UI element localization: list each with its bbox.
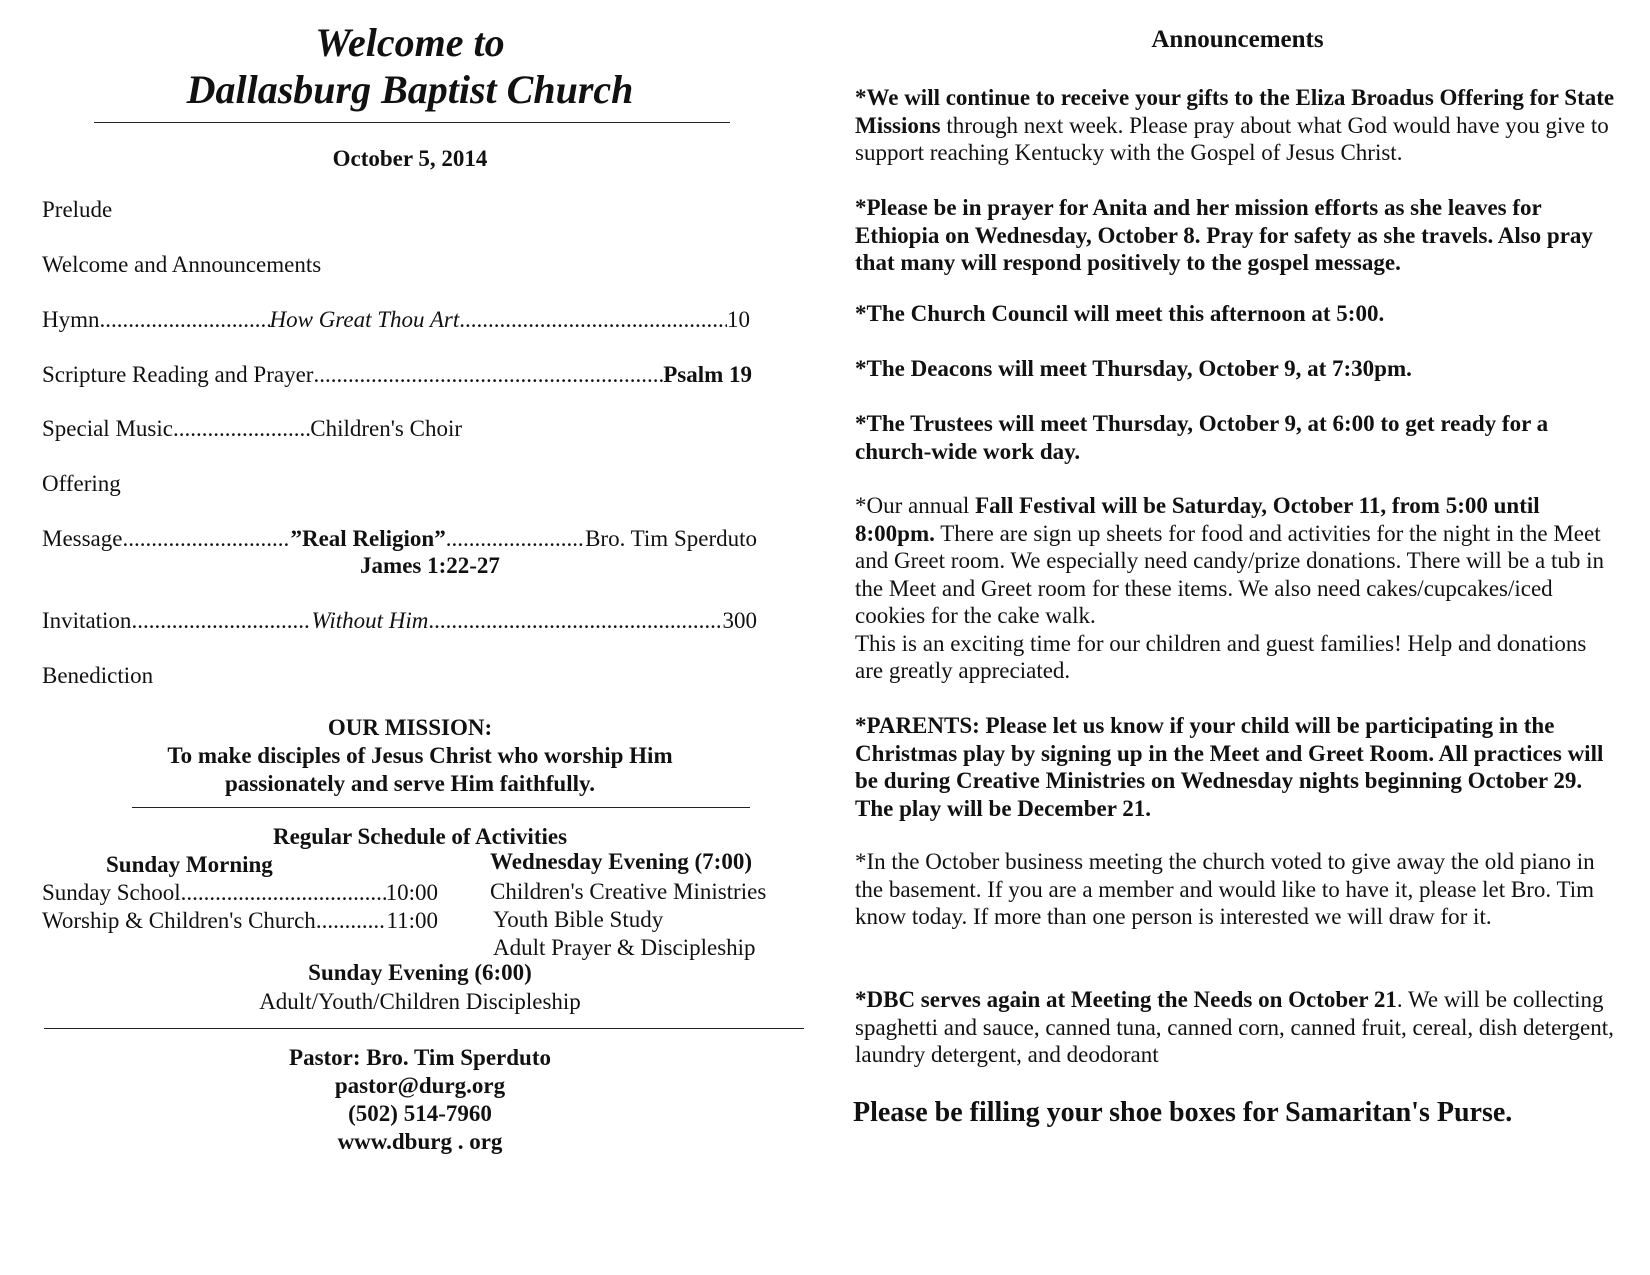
invitation-title: Without Him	[311, 608, 429, 633]
special-music-label: Special Music	[42, 416, 173, 441]
invitation-label: Invitation	[42, 608, 132, 633]
schedule-worship	[42, 906, 438, 935]
church-phone: (502) 514-7960	[348, 1101, 492, 1126]
message-scripture: James 1:22-27	[360, 553, 500, 578]
schedule-divider	[44, 1028, 804, 1029]
announcement-item: *The Church Council will meet this afternoon at 5:00.	[855, 301, 1385, 326]
dot-leader	[446, 525, 585, 553]
worship-label: Worship & Children's Church	[42, 908, 316, 933]
mission-heading: OUR MISSION:	[327, 715, 493, 740]
pastor-email: pastor@durg.org	[334, 1073, 506, 1098]
dot-leader	[313, 361, 663, 389]
mission-line2: passionately and serve Him faithfully.	[225, 771, 595, 796]
message-speaker: Bro. Tim Sperduto	[585, 526, 757, 551]
dot-leader	[316, 906, 387, 935]
order-benediction: Benediction	[42, 663, 154, 688]
pastor-name: Pastor: Bro. Tim Sperduto	[289, 1045, 551, 1070]
worship-time: 11:00	[386, 908, 438, 933]
scripture-ref: Psalm 19	[663, 362, 752, 387]
mission-divider	[132, 807, 750, 808]
special-music-by: Children's Choir	[310, 416, 462, 441]
dot-leader	[122, 525, 290, 553]
announcement-item: *The Deacons will meet Thursday, October 9, at 7:30pm.	[855, 356, 1412, 381]
bulletin-date: October 5, 2014	[332, 146, 488, 171]
order-prelude: Prelude	[42, 197, 113, 222]
order-welcome: Welcome and Announcements	[42, 252, 322, 277]
mission-line1: To make disciples of Jesus Christ who worship Him	[167, 743, 673, 768]
dot-leader	[100, 306, 270, 334]
message-title: ”Real Religion”	[290, 526, 446, 551]
announcement-item: *In the October business meeting the church voted to give away the old piano in the basement. If you are a member and would like to have it, please let Bro. Tim know today. If more than one person is interested we will draw for it.	[855, 849, 1595, 929]
order-hymn	[42, 306, 750, 334]
announcement-item: *PARENTS: Please let us know if your child will be participating in the Christmas play by signing up in the Meet and Greet Room. All practices will be during Creative Ministries on Wednesday nights beginning October 29. The play will be December 21.	[855, 713, 1604, 821]
announcement-item: *Please be in prayer for Anita and her mission efforts as she leaves for Ethiopia on Wednesday, October 8. Pray for safety as she travels. Also pray that many will respond positively to the gospel message.	[855, 195, 1593, 275]
sunday-school-time: 10:00	[385, 880, 438, 905]
dot-leader	[173, 415, 310, 443]
invitation-number: 300	[722, 608, 757, 633]
schedule-title: Regular Schedule of Activities	[272, 824, 568, 849]
hymn-label: Hymn	[42, 307, 100, 332]
announcement-extra: This is an exciting time for our children and guest families! Help and donations are greatly appreciated.	[855, 630, 1587, 683]
wednesday-item: Children's Creative Ministries	[490, 879, 767, 904]
order-scripture	[42, 361, 752, 389]
sunday-evening-heading: Sunday Evening (6:00)	[308, 960, 532, 985]
dot-leader	[131, 607, 311, 635]
order-offering: Offering	[42, 471, 121, 496]
hymn-title: How Great Thou Art	[269, 307, 460, 332]
schedule-sunday-school	[42, 878, 438, 907]
announcements-panel	[825, 0, 1650, 1275]
wednesday-item: Youth Bible Study	[493, 907, 664, 932]
announcement-item: *The Trustees will meet Thursday, October 9, at 6:00 to get ready for a church-wide work day.	[855, 411, 1549, 464]
dot-leader	[459, 306, 727, 334]
closing-note: Please be filling your shoe boxes for Samaritan's Purse.	[853, 1097, 1513, 1128]
hymn-number: 10	[727, 307, 750, 332]
dot-leader	[181, 878, 386, 907]
sunday-evening-item: Adult/Youth/Children Discipleship	[259, 989, 581, 1014]
scripture-label: Scripture Reading and Prayer	[42, 362, 314, 387]
title-line1: Welcome to	[315, 20, 505, 65]
announcements-title: Announcements	[1151, 26, 1324, 53]
church-website: www.dburg . org	[337, 1129, 503, 1154]
message-label: Message	[42, 526, 123, 551]
sunday-morning-heading: Sunday Morning	[106, 852, 273, 877]
order-invitation	[42, 607, 757, 635]
church-name: Dallasburg Baptist Church	[186, 67, 634, 112]
wednesday-item: Adult Prayer & Discipleship	[493, 935, 756, 960]
announcement-item: *DBC serves again at Meeting the Needs on October 21. We will be collecting spaghetti and sauce, canned tuna, canned corn, canned fruit, cereal, dish detergent, laundry detergent, and deodorant	[855, 987, 1614, 1067]
sunday-school-label: Sunday School	[42, 880, 181, 905]
title-divider	[94, 122, 730, 123]
wednesday-evening-heading: Wednesday Evening (7:00)	[490, 849, 752, 874]
order-message	[42, 525, 757, 553]
announcement-item: *We will continue to receive your gifts to the Eliza Broadus Offering for State Missions through next week. Please pray about what God would have you give to support reaching Kentucky with the Gospel of Jesus Christ.	[855, 85, 1615, 165]
order-special-music	[42, 415, 462, 443]
dot-leader	[428, 607, 722, 635]
announcement-item: *Our annual Fall Festival will be Saturday, October 11, from 5:00 until 8:00pm. There are sign up sheets for food and activities for the night in the Meet and Greet room. We especially need candy/prize donations. There will be a tub in the Meet and Greet room for these items. We also need cakes/cupcakes/iced cookies for the cake walk. This is an exciting time for our children and guest families! Help and donations are greatly appreciated.	[855, 492, 1615, 685]
